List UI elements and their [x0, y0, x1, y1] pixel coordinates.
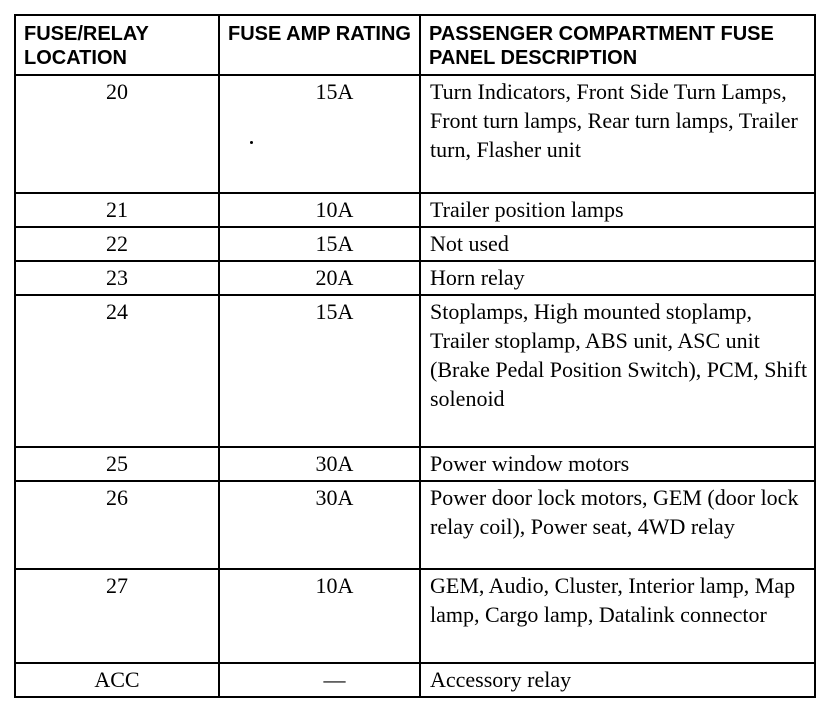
- header-row: [15, 15, 815, 75]
- cell-location: 21: [15, 193, 219, 227]
- table-row: [15, 569, 815, 663]
- cell-rating: 15A: [219, 295, 420, 447]
- table-row: [15, 295, 815, 447]
- cell-location: 26: [15, 481, 219, 569]
- table-row: [15, 261, 815, 295]
- cell-location: 27: [15, 569, 219, 663]
- cell-rating: 15A: [219, 75, 420, 193]
- cell-rating: 20A: [219, 261, 420, 295]
- table-row: [15, 663, 815, 697]
- cell-location: 20: [15, 75, 219, 193]
- cell-description: GEM, Audio, Cluster, Interior lamp, Map lamp, Cargo lamp, Datalink connector: [420, 569, 815, 663]
- speck-mark: [250, 141, 253, 144]
- table-row: [15, 193, 815, 227]
- table-row: [15, 75, 815, 193]
- cell-rating: 10A: [219, 569, 420, 663]
- cell-description: Trailer position lamps: [420, 193, 815, 227]
- cell-description: Power door lock motors, GEM (door lock relay coil), Power seat, 4WD relay: [420, 481, 815, 569]
- cell-description: Not used: [420, 227, 815, 261]
- header-description: PASSENGER COMPARTMENT FUSE PANEL DESCRIPTION: [420, 15, 815, 75]
- header-amp-rating: FUSE AMP RATING: [219, 15, 420, 75]
- cell-location: 24: [15, 295, 219, 447]
- cell-rating: —: [219, 663, 420, 697]
- cell-description: Horn relay: [420, 261, 815, 295]
- header-location: FUSE/RELAY LOCATION: [15, 15, 219, 75]
- table-row: [15, 227, 815, 261]
- cell-rating: 15A: [219, 227, 420, 261]
- cell-location: ACC: [15, 663, 219, 697]
- fuse-table: [14, 14, 816, 698]
- cell-rating: 30A: [219, 447, 420, 481]
- cell-description: Turn Indicators, Front Side Turn Lamps, Front turn lamps, Rear turn lamps, Trailer turn, Flasher unit: [420, 75, 815, 193]
- cell-location: 23: [15, 261, 219, 295]
- cell-description: Power window motors: [420, 447, 815, 481]
- cell-rating: 30A: [219, 481, 420, 569]
- cell-location: 22: [15, 227, 219, 261]
- cell-description: Accessory relay: [420, 663, 815, 697]
- cell-rating: 10A: [219, 193, 420, 227]
- table-row: [15, 481, 815, 569]
- table-row: [15, 447, 815, 481]
- cell-location: 25: [15, 447, 219, 481]
- cell-description: Stoplamps, High mounted stoplamp, Trailer stoplamp, ABS unit, ASC unit (Brake Pedal Position Switch), PCM, Shift solenoid: [420, 295, 815, 447]
